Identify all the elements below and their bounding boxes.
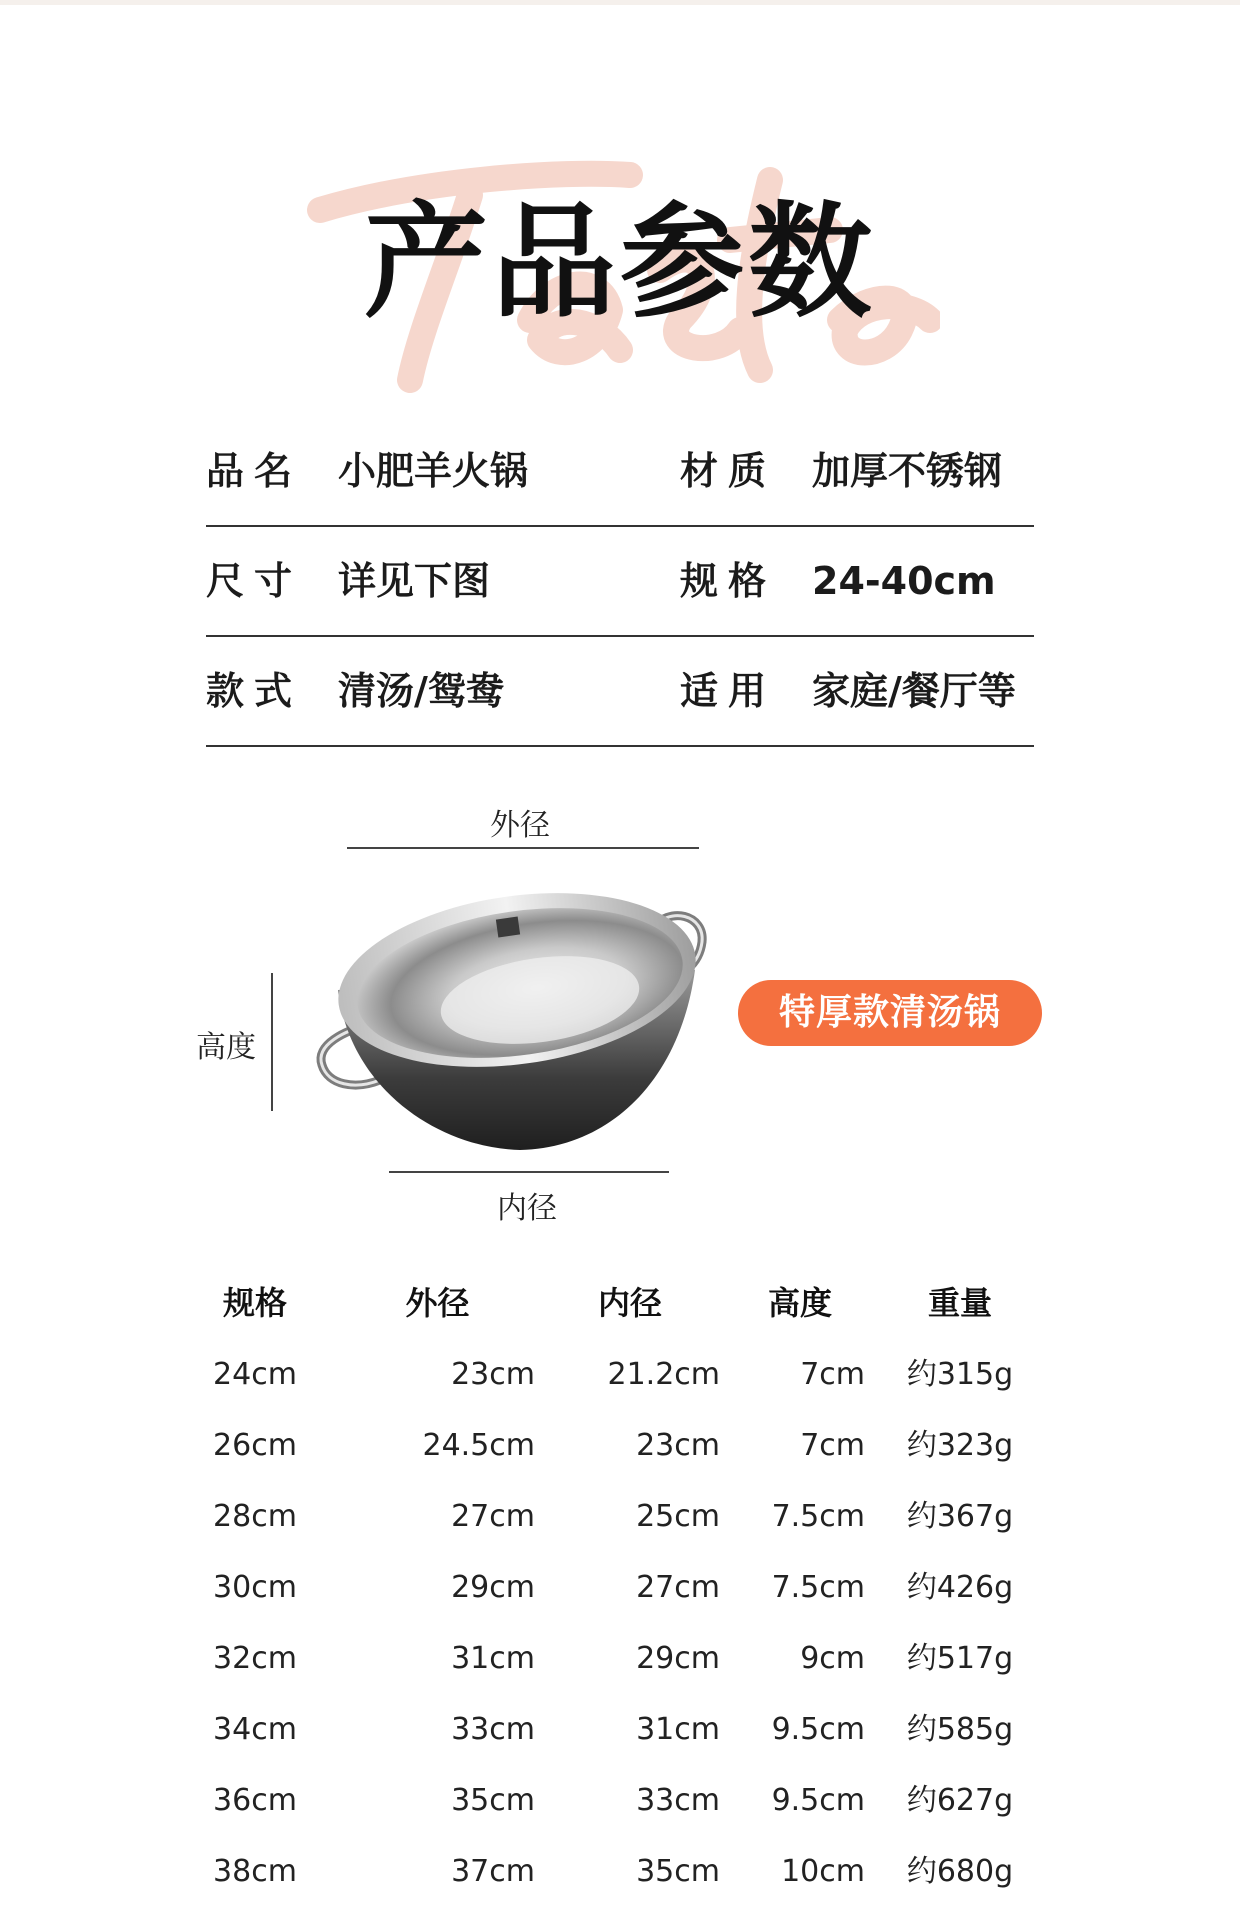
spec-key: 尺寸: [206, 559, 303, 603]
spec-key: 材质: [680, 449, 777, 493]
spec-value: 24-40cm: [812, 559, 996, 603]
table-cell: 35cm: [636, 1854, 720, 1889]
table-cell: 7.5cm: [771, 1499, 865, 1534]
table-header: [180, 1268, 1060, 1340]
table-cell: 9cm: [800, 1641, 865, 1676]
spec-key: 适用: [680, 669, 777, 713]
table-cell: 10cm: [781, 1854, 865, 1889]
outer-diameter-label: 外径: [490, 808, 550, 843]
table-row: [180, 1766, 1060, 1837]
table-cell: 29cm: [636, 1641, 720, 1676]
product-badge: 特厚款清汤锅: [738, 980, 1042, 1046]
spec-key: 款式: [206, 669, 303, 713]
spec-value: 小肥羊火锅: [338, 449, 529, 493]
spec-key: 品名: [206, 449, 303, 493]
table-cell: 23cm: [636, 1428, 720, 1463]
table-cell: 33cm: [451, 1712, 535, 1747]
table-cell: 23cm: [451, 1357, 535, 1392]
table-row: [180, 1482, 1060, 1553]
size-table: [180, 1268, 1060, 1908]
inner-diameter-label: 内径: [497, 1191, 557, 1226]
column-header: 重量: [927, 1284, 992, 1322]
spec-value: 加厚不锈钢: [812, 449, 1003, 493]
table-row: [180, 1837, 1060, 1908]
spec-value: 清汤/鸳鸯: [338, 669, 504, 713]
table-cell: 30cm: [213, 1570, 297, 1605]
column-header: 外径: [405, 1284, 470, 1322]
table-cell: 7cm: [800, 1428, 865, 1463]
table-cell: 27cm: [636, 1570, 720, 1605]
table-cell: 24.5cm: [422, 1428, 535, 1463]
table-cell: 34cm: [213, 1712, 297, 1747]
spec-row: [206, 527, 1034, 637]
table-row: [180, 1695, 1060, 1766]
height-label: 高度: [196, 1030, 256, 1065]
table-cell: 7.5cm: [771, 1570, 865, 1605]
table-cell: 37cm: [451, 1854, 535, 1889]
table-cell: 约426g: [906, 1570, 1014, 1605]
top-strip: [0, 0, 1240, 5]
table-cell: 21.2cm: [607, 1357, 720, 1392]
table-cell: 约323g: [906, 1428, 1014, 1463]
divider: [206, 745, 1034, 747]
table-cell: 约627g: [906, 1783, 1014, 1818]
height-line: [271, 973, 273, 1111]
table-cell: 36cm: [213, 1783, 297, 1818]
inner-diameter-line: [389, 1171, 669, 1173]
table-cell: 约680g: [906, 1854, 1014, 1889]
table-cell: 约585g: [906, 1712, 1014, 1747]
table-row: [180, 1411, 1060, 1482]
table-row: [180, 1624, 1060, 1695]
table-cell: 31cm: [636, 1712, 720, 1747]
table-cell: 约517g: [906, 1641, 1014, 1676]
table-row: [180, 1340, 1060, 1411]
table-cell: 29cm: [451, 1570, 535, 1605]
spec-row: [206, 417, 1034, 527]
spec-row: [206, 637, 1034, 747]
table-cell: 31cm: [451, 1641, 535, 1676]
table-cell: 33cm: [636, 1783, 720, 1818]
table-cell: 约315g: [906, 1357, 1014, 1392]
table-cell: 24cm: [213, 1357, 297, 1392]
table-cell: 32cm: [213, 1641, 297, 1676]
table-cell: 35cm: [451, 1783, 535, 1818]
column-header: 规格: [222, 1284, 287, 1322]
spec-key: 规格: [680, 559, 777, 603]
column-header: 内径: [597, 1284, 662, 1322]
table-cell: 28cm: [213, 1499, 297, 1534]
table-cell: 27cm: [451, 1499, 535, 1534]
table-cell: 38cm: [213, 1854, 297, 1889]
table-cell: 9.5cm: [771, 1783, 865, 1818]
page-title: 产品参数: [363, 191, 876, 335]
hotpot-icon: [310, 880, 730, 1160]
table-cell: 25cm: [636, 1499, 720, 1534]
spec-value: 家庭/餐厅等: [812, 669, 1016, 713]
spec-value: 详见下图: [338, 559, 491, 603]
column-header: 高度: [767, 1284, 832, 1322]
outer-diameter-line: [347, 847, 699, 849]
table-cell: 26cm: [213, 1428, 297, 1463]
table-cell: 7cm: [800, 1357, 865, 1392]
table-cell: 约367g: [906, 1499, 1014, 1534]
table-cell: 9.5cm: [771, 1712, 865, 1747]
table-row: [180, 1553, 1060, 1624]
